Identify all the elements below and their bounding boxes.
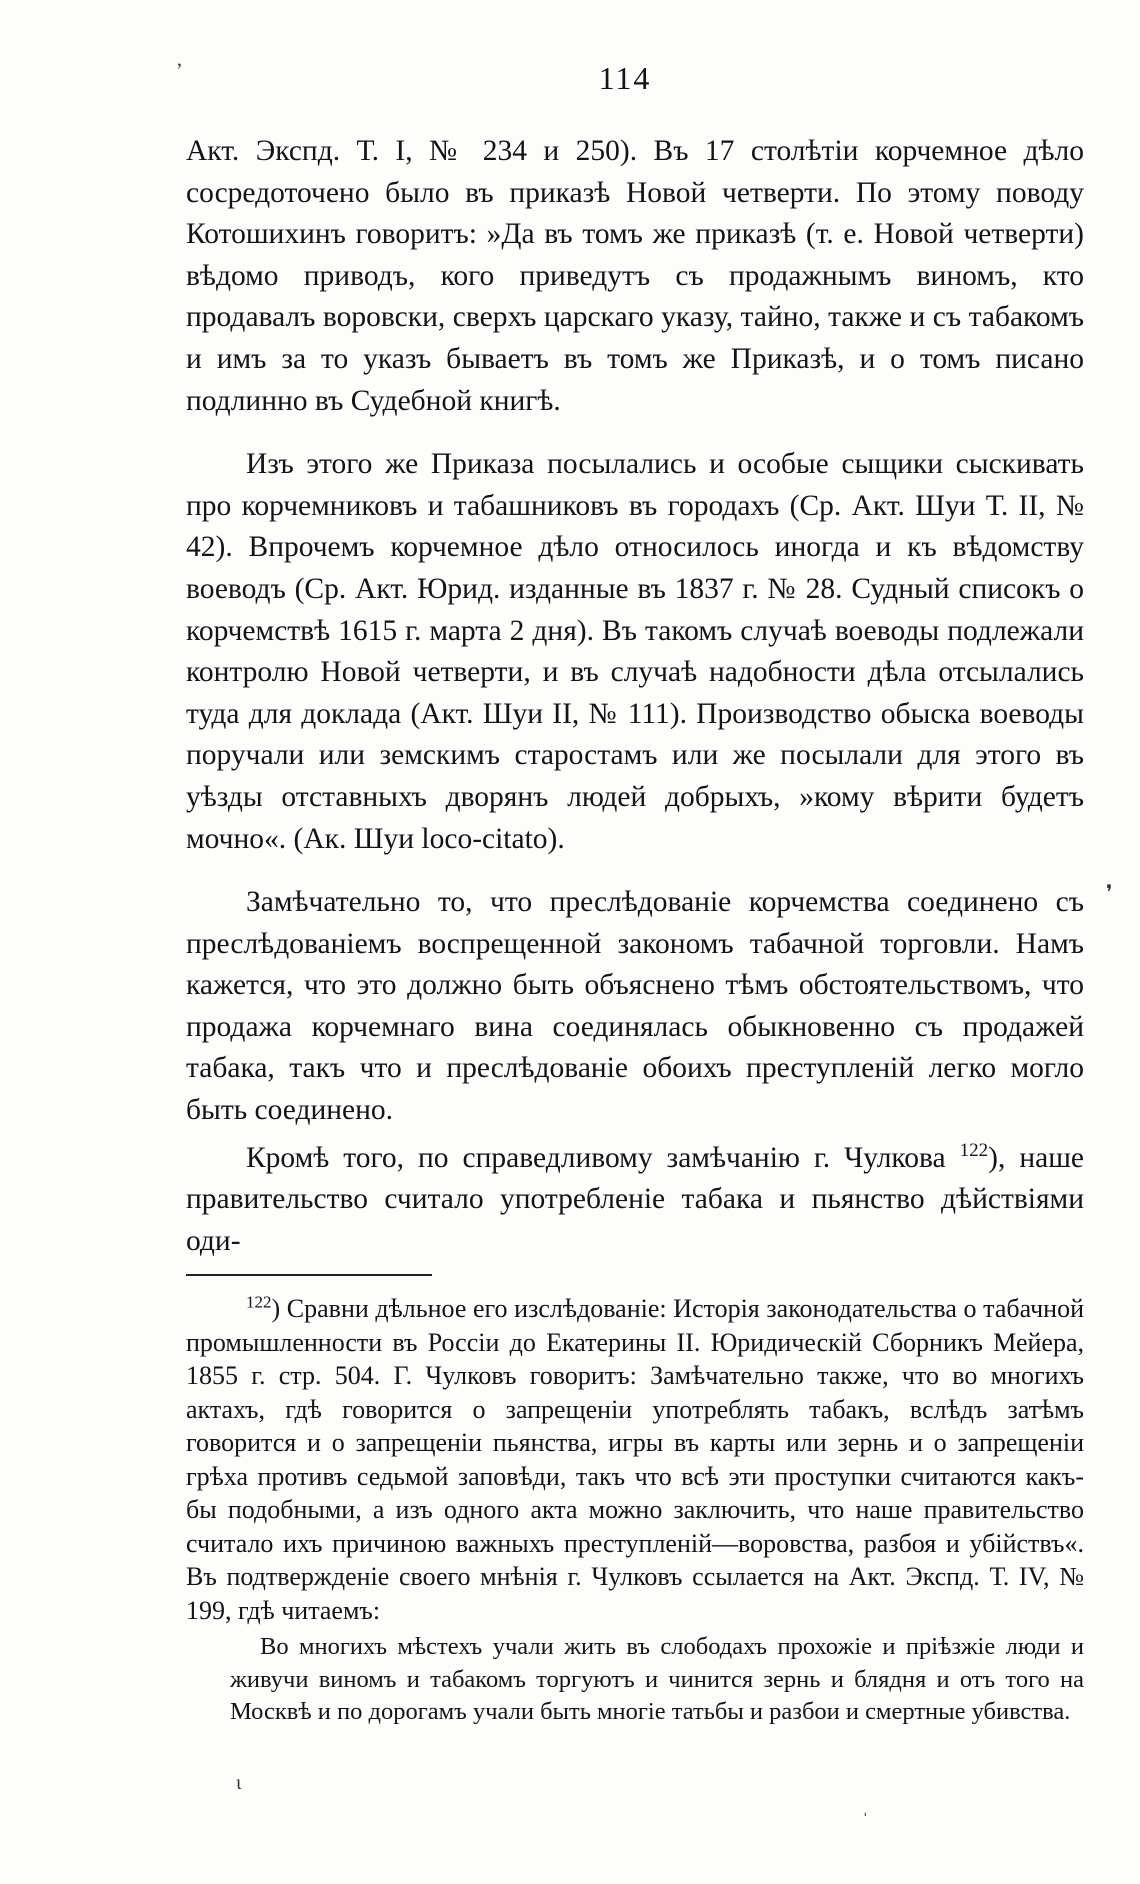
footnote-text: ) Сравни дѣльное его изслѣдованіе: Исторія законодательства о табачной промышленности въ Россіи до Екатерины II. Юридическій Сборникъ Мейера, 1855 г. стр. 504. Г. Чулковъ говоритъ: Замѣчательно также, что во многихъ актахъ, гдѣ говорится о запрещеніи употреблять табакъ, вслѣдъ затѣмъ говорится и о запрещеніи пьянства, игры въ карты или зернь и о запрещеніи грѣха противъ седьмой заповѣди, такъ что всѣ эти проступки считаются какъ-бы подобными, а изъ одного акта можно заключить, что наше правительство считало ихъ причиною важныхъ преступленій—воровства, разбоя и убійствъ«. Въ подтвержденіе своего мнѣнія г. Чулковъ ссылается на Акт. Экспд. Т. IV, № 199, гдѣ читаемъ:	[186, 1294, 1084, 1625]
footnote-reference: 122	[959, 1139, 989, 1161]
paragraph-3: Замѣчательно то, что преслѣдованіе корчемства соединено съ преслѣдованіемъ воспрещенной закономъ табачной торговли. Намъ кажется, что это должно быть объяснено тѣмъ обстоятельствомъ, что продажа корчемнаго вина соединялась обыкновенно съ продажей табака, такъ что и преслѣдованіе обоихъ преступленій легко могло быть соединено.	[186, 886, 1084, 1127]
paragraph-1: Акт. Экспд. Т. I, № 234 и 250). Въ 17 столѣтіи корчемное дѣло сосредоточено было въ приказѣ Новой четверти. По этому поводу Котошихинъ говоритъ: »Да въ томъ же приказѣ (т. е. Новой четверти) вѣдомо приводъ, кого приведутъ съ продажнымъ виномъ, кто продавалъ воровски, сверхъ царскаго указу, тайно, также и съ табакомъ и имъ за то указъ бываетъ въ томъ же Приказѣ, и о томъ писано подлинно въ Судебной книгѣ.	[186, 135, 1084, 417]
footnote-separator	[186, 1274, 432, 1276]
scan-speck: ❜	[1106, 882, 1113, 904]
footnote-quote: Во многихъ мѣстехъ учали жить въ слободахъ прохожіе и пріѣзжіе люди и живучи виномъ и табакомъ торгуютъ и чинится зернь и блядня и отъ того на Москвѣ и по дорогамъ учали быть многіе татьбы и разбои и смертные убивства.	[230, 1633, 1084, 1726]
paragraph-4	[186, 1138, 1084, 1263]
scan-speck: ˈ	[862, 1810, 869, 1832]
page-number: 114	[598, 60, 652, 96]
scan-speck: ι	[236, 1772, 242, 1794]
paragraph-2: Изъ этого же Приказа посылались и особые сыщики сыскивать про корчемниковъ и табашниковъ въ городахъ (Ср. Акт. Шуи Т. II, № 42). Впрочемъ корчемное дѣло относилось иногда и къ вѣдомству воеводъ (Ср. Акт. Юрид. изданные въ 1837 г. № 28. Судный списокъ о корчемствѣ 1615 г. марта 2 дня). Въ такомъ случаѣ воеводы подлежали контролю Новой четверти, и въ случаѣ надобности дѣла отсылались туда для доклада (Акт. Шуи II, № 111). Производство обыска воеводы поручали или земскимъ старостамъ или же посылали для этого въ уѣзды отставныхъ дворянъ людей добрыхъ, »кому вѣрити будетъ мочно«. (Ак. Шуи loco-citato).	[186, 448, 1084, 855]
paragraph-4-end: ), наше правительство считало употребленіе табака и пьянство дѣйствіями оди-	[186, 1141, 1085, 1257]
footnote-number: 122	[246, 1292, 272, 1312]
footnote	[186, 1292, 1084, 1627]
scan-speck: ʼ	[176, 60, 183, 82]
paragraph-4-start: Кромѣ того, по справедливому замѣчанію г. Чулкова	[246, 1141, 946, 1174]
